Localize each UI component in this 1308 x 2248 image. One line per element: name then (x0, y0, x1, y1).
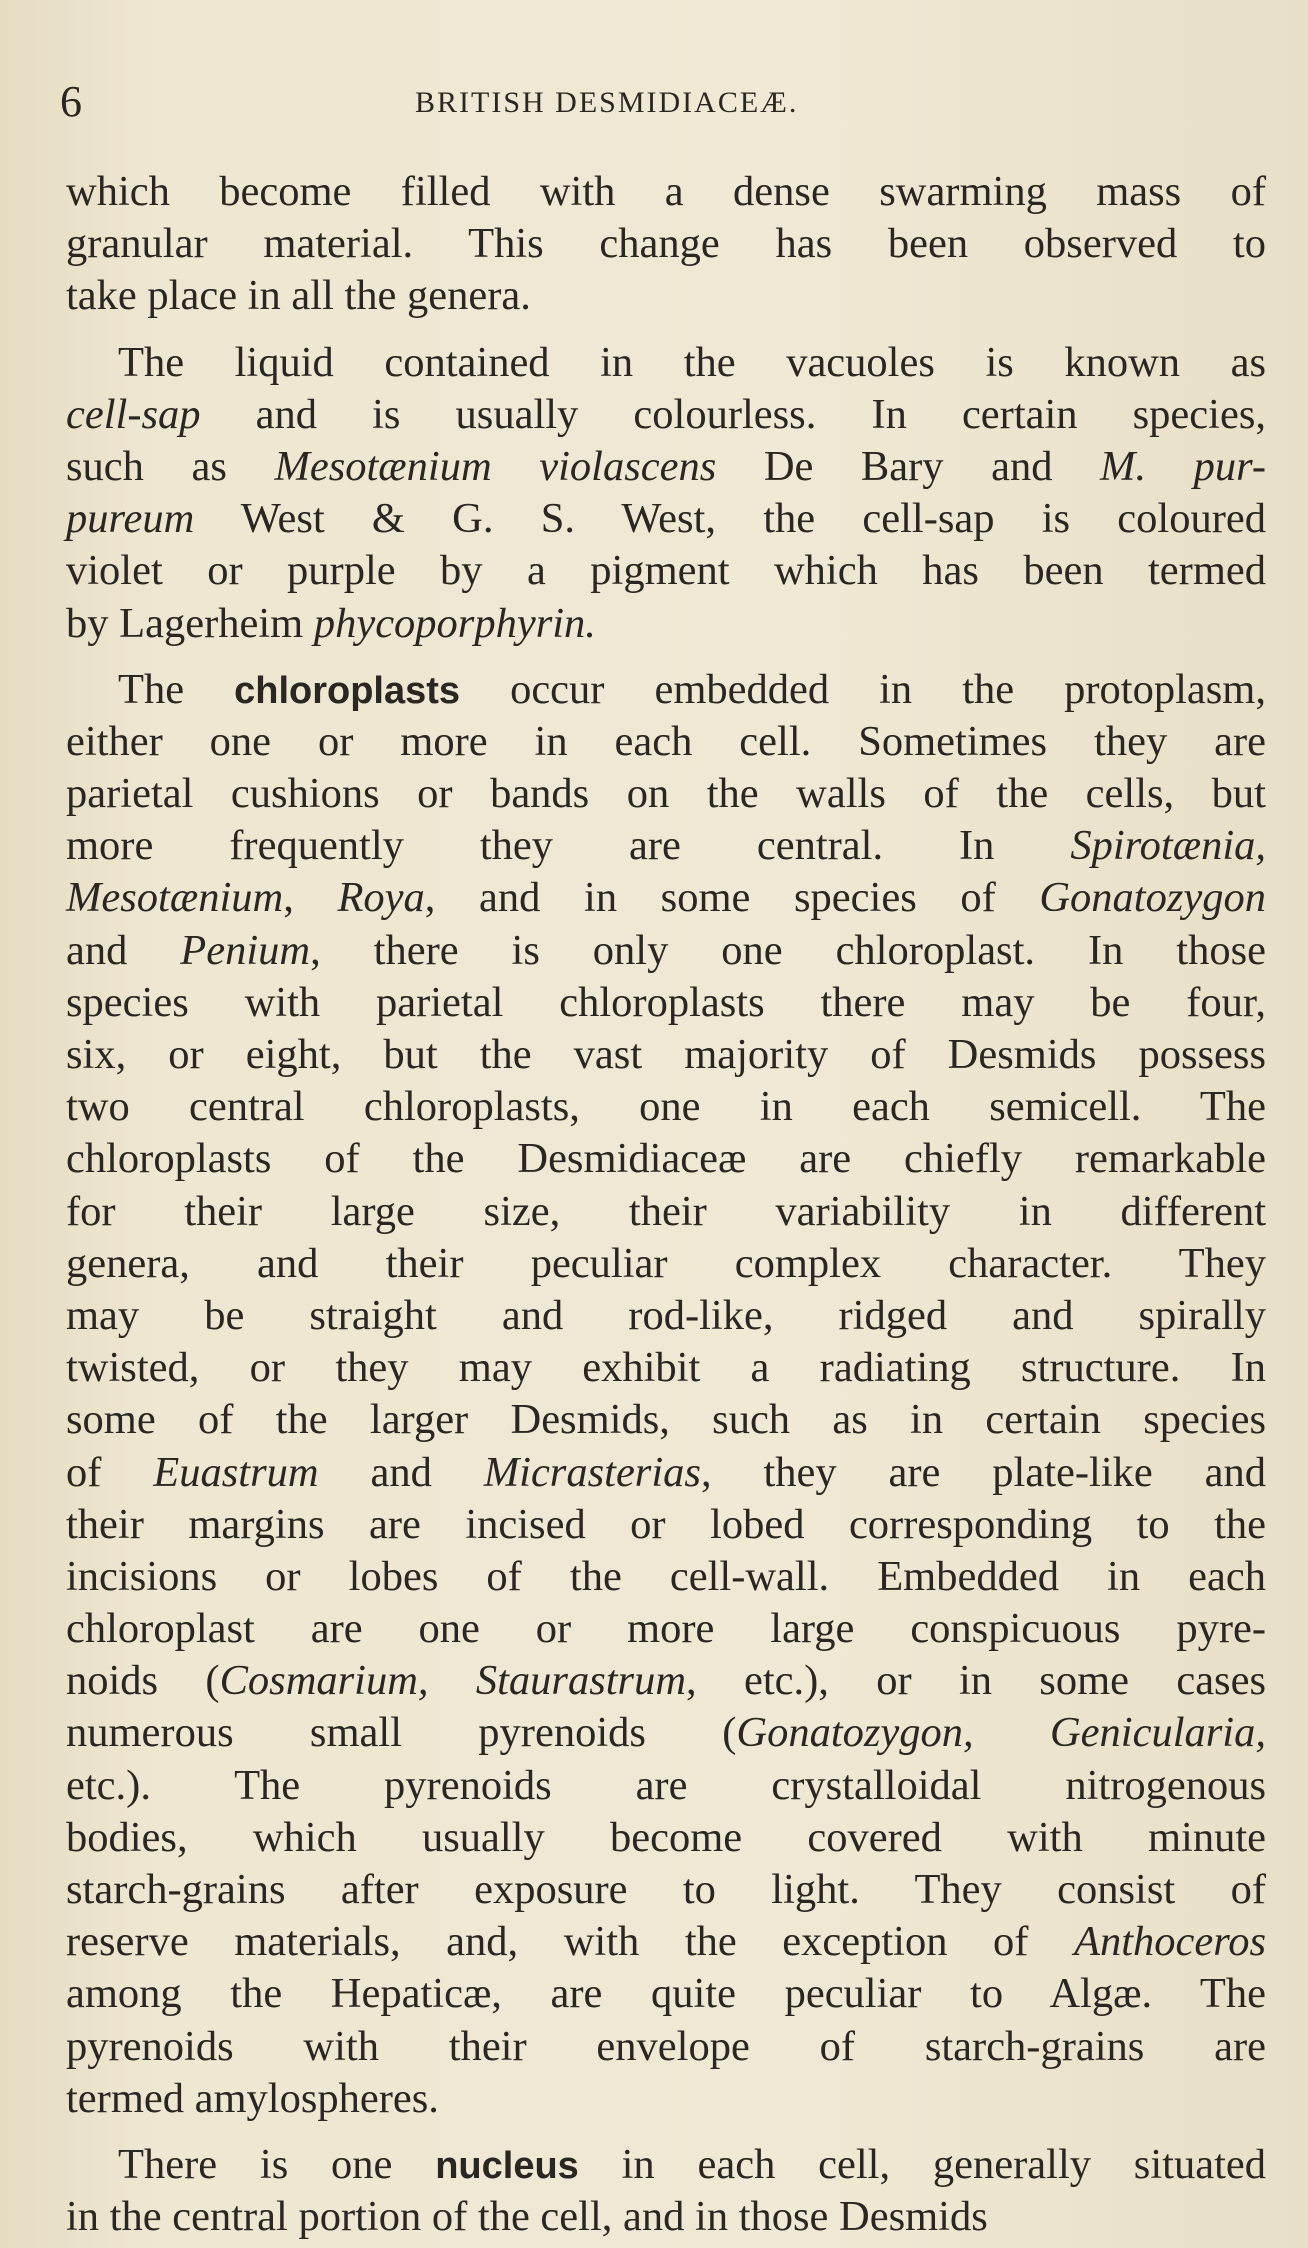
text-run: for their large size, their variability in different (66, 1187, 1266, 1235)
italic-term: M. pur- (1100, 442, 1266, 490)
italic-term: Anthoceros (1074, 1918, 1266, 1966)
text-run: etc.). The pyrenoids are crystalloidal nitrogenous (66, 1761, 1266, 1809)
text-line (66, 1760, 1266, 1812)
text-line (66, 925, 1266, 977)
text-run: reserve materials, and, with the exception of (66, 1918, 1074, 1966)
text-line (66, 1186, 1266, 1238)
text-run: , (283, 874, 338, 922)
text-run: chloroplast are one or more large conspicuous pyre- (66, 1605, 1266, 1653)
text-run: more frequently they are central. In (66, 822, 1071, 870)
italic-term: cell-sap (66, 390, 201, 438)
text-line (66, 1447, 1266, 1499)
bold-term: nucleus (435, 2144, 579, 2187)
text-run: numerous small pyrenoids ( (66, 1709, 737, 1757)
text-line (66, 1342, 1266, 1394)
italic-term: Cosmarium, Staurastrum (219, 1657, 687, 1705)
text-line (66, 2191, 1266, 2243)
text-run: , etc.), or in some cases (686, 1657, 1267, 1705)
text-run: termed amylospheres. (66, 2074, 439, 2122)
text-run: , and in some species of (424, 874, 1040, 922)
text-line (66, 1551, 1266, 1603)
paragraph-gap (66, 323, 1266, 337)
italic-term: Spirotænia, (1070, 822, 1266, 870)
text-run: take place in all the genera. (66, 272, 531, 320)
text-run: among the Hepaticæ, are quite peculiar to Algæ. The (66, 1970, 1266, 2018)
text-line (66, 389, 1266, 441)
text-run: their margins are incised or lobed corresponding to the (66, 1500, 1266, 1548)
text-line (66, 820, 1266, 872)
text-run: of (66, 1448, 154, 1496)
text-line (66, 545, 1266, 597)
text-line (66, 1499, 1266, 1551)
text-run: and (66, 926, 181, 974)
text-line (66, 1968, 1266, 2020)
text-run: either one or more in each cell. Sometimes they are (66, 717, 1266, 765)
paragraph-gap (66, 650, 1266, 664)
text-line (66, 872, 1266, 924)
text-run: starch-grains after exposure to light. They consist of (66, 1866, 1266, 1913)
text-run: noids ( (66, 1657, 220, 1705)
italic-term: Euastrum (153, 1448, 319, 1496)
text-run: twisted, or they may exhibit a radiating structure. In (66, 1344, 1266, 1392)
text-line (66, 1603, 1266, 1655)
text-run: There is one (118, 2140, 436, 2188)
text-line (66, 337, 1266, 389)
text-run: may be straight and rod-like, ridged and spirally (66, 1291, 1266, 1339)
text-line (66, 270, 1266, 322)
text-line (66, 598, 1266, 650)
text-run: The (118, 665, 235, 713)
text-run: bodies, which usually become covered with minute (66, 1813, 1266, 1861)
italic-term: pureum (66, 495, 195, 543)
text-line (66, 716, 1266, 768)
text-line (66, 1081, 1266, 1133)
text-line (66, 1238, 1266, 1290)
italic-term: Mesotænium (66, 874, 284, 922)
text-line (66, 2073, 1266, 2125)
text-run: De Bary and (716, 442, 1101, 490)
text-run: in each cell, generally situated (578, 2140, 1266, 2188)
body-text (66, 166, 1266, 2243)
text-run: granular material. This change has been observed to (66, 220, 1266, 268)
italic-term: Gonatozygon, Genicularia, (736, 1709, 1266, 1757)
text-line (66, 664, 1266, 716)
text-line (66, 2139, 1266, 2191)
running-title: BRITISH DESMIDIACEÆ. (415, 86, 799, 119)
text-line (66, 218, 1266, 270)
text-line (66, 441, 1266, 493)
text-line (66, 1707, 1266, 1759)
running-head (60, 72, 1240, 132)
text-line (66, 1655, 1266, 1707)
text-run: , there is only one chloroplast. In those (310, 926, 1266, 974)
text-run: parietal cushions or bands on the walls of the cells, but (66, 770, 1266, 818)
text-run: pyrenoids with their envelope of starch-grains are (66, 2022, 1266, 2070)
text-run: occur embedded in the protoplasm, (460, 665, 1266, 713)
text-run: some of the larger Desmids, such as in certain species (66, 1396, 1266, 1444)
text-run: chloroplasts of the Desmidiaceæ are chiefly remarkable (66, 1135, 1266, 1183)
text-run: and is usually colourless. In certain species, (200, 390, 1266, 438)
text-run: such as (66, 442, 275, 490)
text-line (66, 1812, 1266, 1864)
text-run: genera, and their peculiar complex character. They (66, 1239, 1266, 1287)
page-number: 6 (60, 77, 82, 126)
text-line (66, 977, 1266, 1029)
text-run: by Lagerheim (66, 599, 314, 647)
text-line (66, 166, 1266, 218)
text-line (66, 1394, 1266, 1446)
text-run: incisions or lobes of the cell-wall. Embedded in each (66, 1552, 1266, 1600)
text-run: West & G. S. West, the cell-sap is coloured (194, 495, 1266, 543)
text-line (66, 1133, 1266, 1185)
bold-term: chloroplasts (234, 669, 461, 712)
italic-term: Penium (180, 926, 311, 974)
italic-term: Mesotænium violascens (274, 442, 717, 490)
paragraph-gap (66, 2125, 1266, 2139)
text-line (66, 1290, 1266, 1342)
text-run: six, or eight, but the vast majority of Desmids possess (66, 1031, 1266, 1078)
text-line (66, 1864, 1266, 1916)
italic-term: Gonatozygon (1039, 874, 1267, 922)
text-run: which become filled with a dense swarming mass of (66, 168, 1266, 215)
text-run: and (318, 1448, 484, 1496)
text-line (66, 1029, 1266, 1081)
text-line (66, 768, 1266, 820)
italic-term: Roya (337, 874, 425, 922)
italic-term: Micrasterias (483, 1448, 701, 1496)
text-run: species with parietal chloroplasts there may be four, (66, 978, 1266, 1026)
text-line (66, 493, 1266, 545)
text-run: in the central portion of the cell, and in those Desmids (66, 2193, 988, 2241)
italic-term: phycoporphyrin. (313, 599, 596, 647)
text-run: The liquid contained in the vacuoles is known as (118, 338, 1266, 386)
text-run: two central chloroplasts, one in each semicell. The (66, 1083, 1266, 1131)
text-line (66, 2021, 1266, 2073)
text-run: , they are plate-like and (700, 1448, 1267, 1496)
text-run: violet or purple by a pigment which has been termed (66, 547, 1266, 595)
text-line (66, 1916, 1266, 1968)
